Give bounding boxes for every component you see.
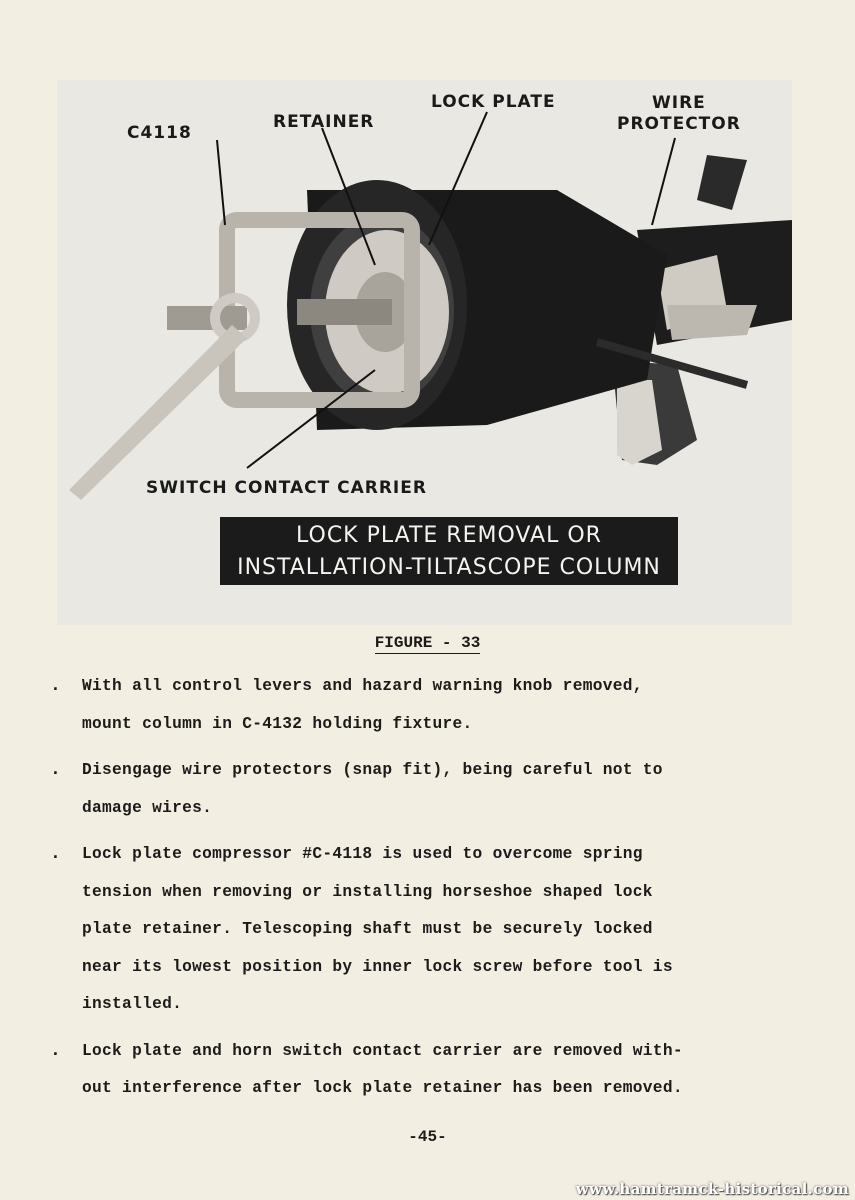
banner-line2: INSTALLATION-TILTASCOPE COLUMN	[237, 555, 661, 580]
bullet-dot: .	[50, 760, 61, 780]
list-item	[50, 1033, 770, 1108]
figure-title-banner	[220, 517, 678, 585]
callout-lock-plate: LOCK PLATE	[431, 92, 556, 112]
page-number: -45-	[408, 1128, 447, 1146]
watermark-link[interactable]: www.hamtramck-historical.com	[575, 1180, 849, 1198]
bullet-dot: .	[50, 844, 61, 864]
step-line: out interference after lock plate retainer has been removed.	[82, 1079, 683, 1097]
step-line: mount column in C-4132 holding fixture.	[82, 714, 473, 733]
list-item	[50, 668, 770, 743]
callout-retainer: RETAINER	[273, 112, 375, 132]
step-line: tension when removing or installing horseshoe shaped lock	[82, 882, 653, 901]
step-line: damage wires.	[82, 798, 213, 817]
figure-caption	[0, 634, 855, 652]
list-item	[50, 836, 770, 1024]
step-line: Lock plate compressor #C-4118 is used to overcome spring	[82, 845, 643, 863]
step-line: installed.	[82, 995, 183, 1013]
figure-photo	[57, 80, 792, 625]
step-line: near its lowest position by inner lock screw before tool is	[82, 957, 673, 976]
banner-line1: LOCK PLATE REMOVAL OR	[296, 523, 602, 548]
step-line: With all control levers and hazard warning knob removed,	[82, 677, 643, 695]
callout-switch-contact-carrier: SWITCH CONTACT CARRIER	[146, 478, 427, 498]
callout-wire-protector	[617, 93, 741, 135]
procedure-steps	[50, 668, 770, 1117]
callout-wire-protector-line2: PROTECTOR	[617, 114, 741, 134]
bullet-dot: .	[50, 676, 61, 696]
bullet-dot: .	[50, 1040, 61, 1061]
list-item	[50, 752, 770, 827]
step-line: Disengage wire protectors (snap fit), being careful not to	[82, 761, 663, 779]
callout-wire-protector-line1: WIRE	[652, 93, 706, 113]
callout-c4118: C4118	[127, 123, 192, 143]
figure-caption-text: FIGURE - 33	[374, 634, 481, 652]
step-line: plate retainer. Telescoping shaft must be securely locked	[82, 920, 653, 938]
step-line: Lock plate and horn switch contact carrier are removed with-	[82, 1041, 683, 1060]
